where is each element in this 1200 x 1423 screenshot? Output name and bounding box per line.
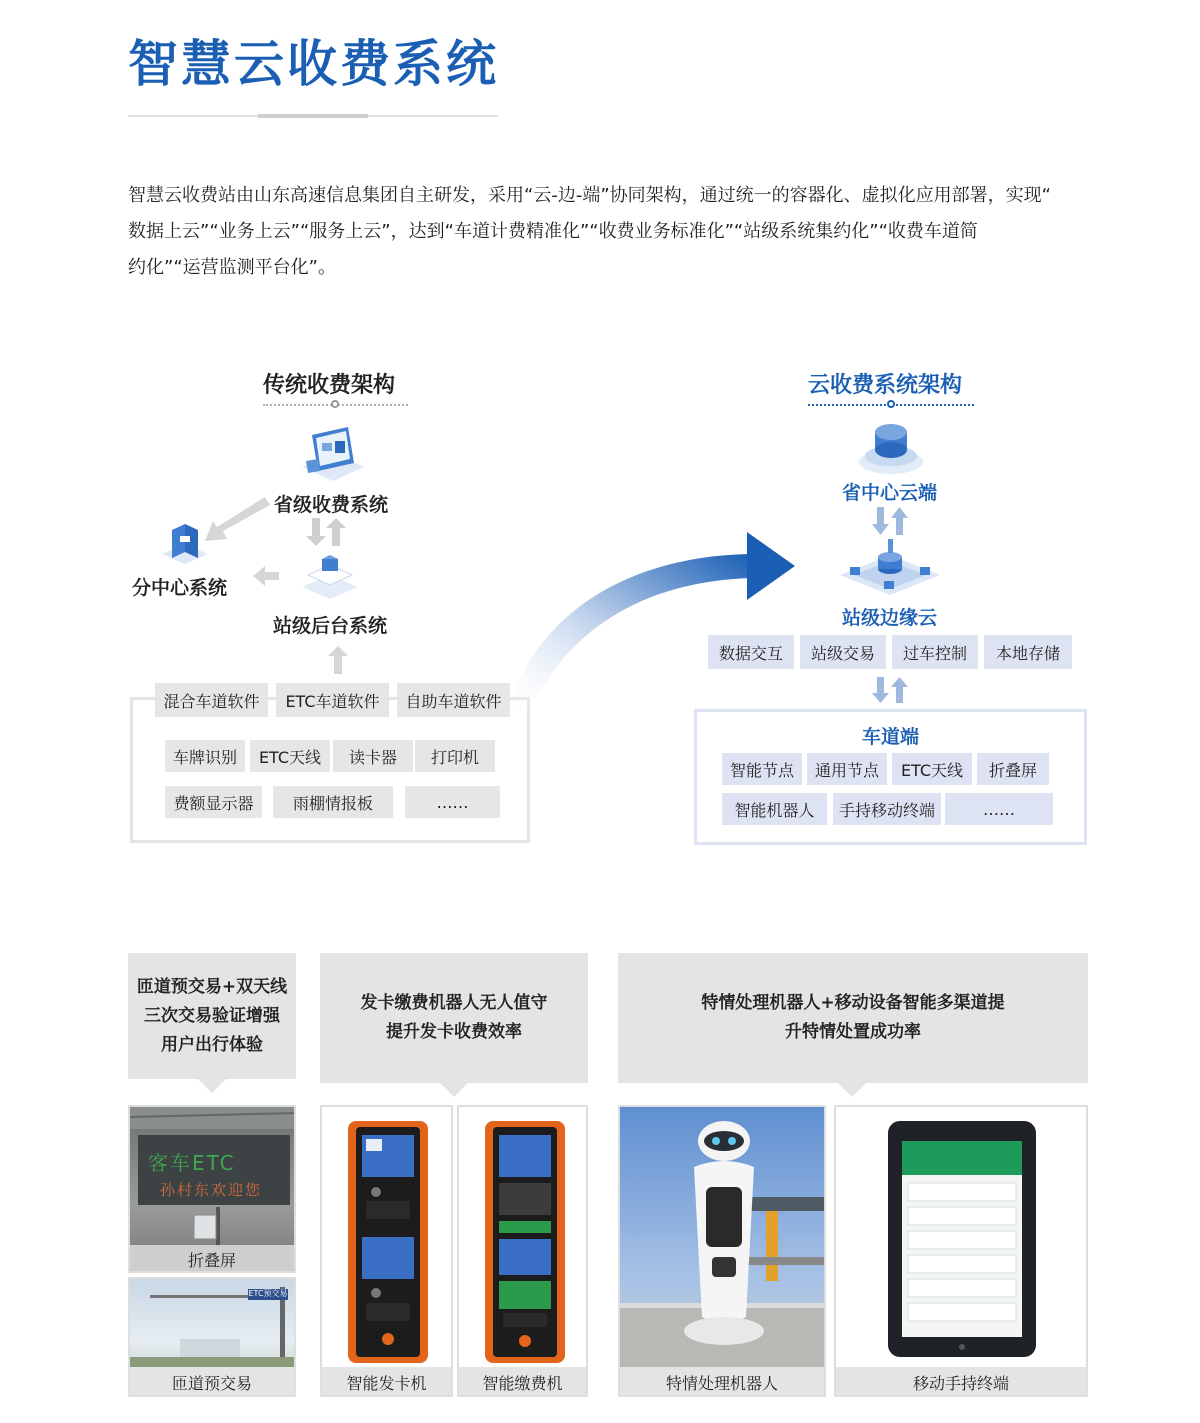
bidirectional-arrow-icon [872, 677, 908, 703]
card-issuer-image [322, 1107, 453, 1369]
card-issuer-photo [320, 1105, 453, 1397]
lane-device-chip: 通用节点 [807, 753, 887, 785]
station-backend-icon [300, 555, 360, 605]
folding-screen-caption: 折叠屏 [130, 1245, 294, 1273]
intro-paragraph [128, 178, 1088, 286]
provincial-system-icon [298, 425, 368, 485]
edge-cloud-label: 站级边缘云 [842, 607, 938, 629]
lane-device-chip: 手持移动终端 [833, 793, 941, 825]
lane-device-chip: 智能节点 [722, 753, 802, 785]
ramp-pre-trade-caption: 匝道预交易 [130, 1367, 294, 1397]
sign-top-text: 客车ETC [148, 1151, 236, 1175]
device-chip: 雨棚情报板 [273, 786, 393, 818]
edge-function-chip: 数据交互 [708, 635, 794, 669]
edge-function-chip: 本地存储 [984, 635, 1072, 669]
traditional-architecture-title: 传统收费架构 [263, 373, 396, 398]
card-issuer-caption: 智能发卡机 [322, 1367, 451, 1397]
device-chip: …… [405, 786, 500, 818]
intro-line: 智慧云收费站由山东高速信息集团自主研发，采用“云-边-端”协同架构，通过统一的容器化、虚拟化应用部署，实现“ [128, 185, 1051, 206]
special-robot-photo [618, 1105, 826, 1397]
feature-line: 特情处理机器人+移动设备智能多渠道提 [701, 993, 1005, 1013]
feature-line: 提升发卡收费效率 [386, 1022, 522, 1042]
lane-device-chip: 折叠屏 [977, 753, 1049, 785]
mobile-terminal-caption: 移动手持终端 [836, 1367, 1086, 1397]
title-underline-dot [331, 400, 339, 408]
up-arrow-icon [328, 646, 348, 674]
arrow-to-branch-icon [253, 566, 279, 586]
payment-machine-caption: 智能缴费机 [459, 1367, 586, 1397]
lane-device-chip: …… [945, 793, 1053, 825]
bidirectional-arrow-icon [872, 507, 908, 535]
title-divider-accent [258, 114, 368, 118]
software-chip: ETC车道软件 [276, 683, 389, 717]
special-robot-caption: 特情处理机器人 [620, 1367, 824, 1397]
cloud-server-icon [856, 418, 926, 476]
feature-line: 匝道预交易+双天线 [136, 976, 288, 997]
feature-card-ramp [128, 953, 296, 1079]
software-chip: 混合车道软件 [155, 683, 268, 717]
cloud-architecture-title: 云收费系统架构 [808, 373, 963, 398]
device-chip: 车牌识别 [165, 740, 245, 772]
station-backend-label: 站级后台系统 [273, 615, 388, 637]
card-pointer [440, 1083, 468, 1097]
feature-line: 升特情处置成功率 [785, 1022, 921, 1042]
edge-cloud-icon [838, 537, 943, 597]
feature-line: 用户出行体验 [161, 1034, 263, 1055]
tablet-image [836, 1107, 1088, 1369]
edge-function-chip: 过车控制 [892, 635, 978, 669]
branch-system-icon [160, 522, 210, 567]
software-chip: 自助车道软件 [397, 683, 510, 717]
feature-line: 发卡缴费机器人无人值守 [360, 993, 548, 1013]
page-title: 智慧云收费系统 [128, 35, 499, 93]
edge-function-chip: 站级交易 [800, 635, 886, 669]
lane-end-label: 车道端 [862, 726, 920, 748]
bidirectional-arrow-icon [306, 518, 346, 548]
provincial-system-label: 省级收费系统 [274, 494, 389, 516]
intro-line: 数据上云”“业务上云”“服务上云”，达到“车道计费精准化”“收费业务标准化”“站级系统集约化”“收费车道简 [128, 221, 978, 242]
sign-bottom-text: 孙村东欢迎您 [160, 1181, 263, 1199]
gantry-sign-text: ETC预交易 [248, 1289, 288, 1298]
feature-line: 三次交易验证增强 [144, 1005, 280, 1026]
branch-system-label: 分中心系统 [132, 577, 228, 599]
lane-device-chip: ETC天线 [892, 753, 972, 785]
payment-machine-image [459, 1107, 588, 1369]
lane-device-chip: 智能机器人 [722, 793, 827, 825]
migration-arrow-icon [495, 528, 800, 723]
payment-machine-photo [457, 1105, 588, 1397]
ramp-pre-trade-photo [128, 1277, 296, 1397]
device-chip: 读卡器 [333, 740, 413, 772]
feature-card-robot-issuer [320, 953, 588, 1083]
card-pointer [838, 1083, 866, 1097]
device-chip: 打印机 [415, 740, 495, 772]
card-pointer [198, 1079, 226, 1093]
intro-line: 约化”“运营监测平台化”。 [128, 257, 336, 278]
device-chip: ETC天线 [250, 740, 330, 772]
provincial-cloud-label: 省中心云端 [842, 482, 938, 504]
title-underline-dot [887, 400, 895, 408]
folding-screen-photo [128, 1105, 296, 1273]
robot-image [620, 1107, 826, 1369]
device-chip: 费额显示器 [165, 786, 262, 818]
mobile-terminal-photo [834, 1105, 1088, 1397]
arrow-to-branch-icon [205, 497, 270, 542]
feature-card-special-robot [618, 953, 1088, 1083]
